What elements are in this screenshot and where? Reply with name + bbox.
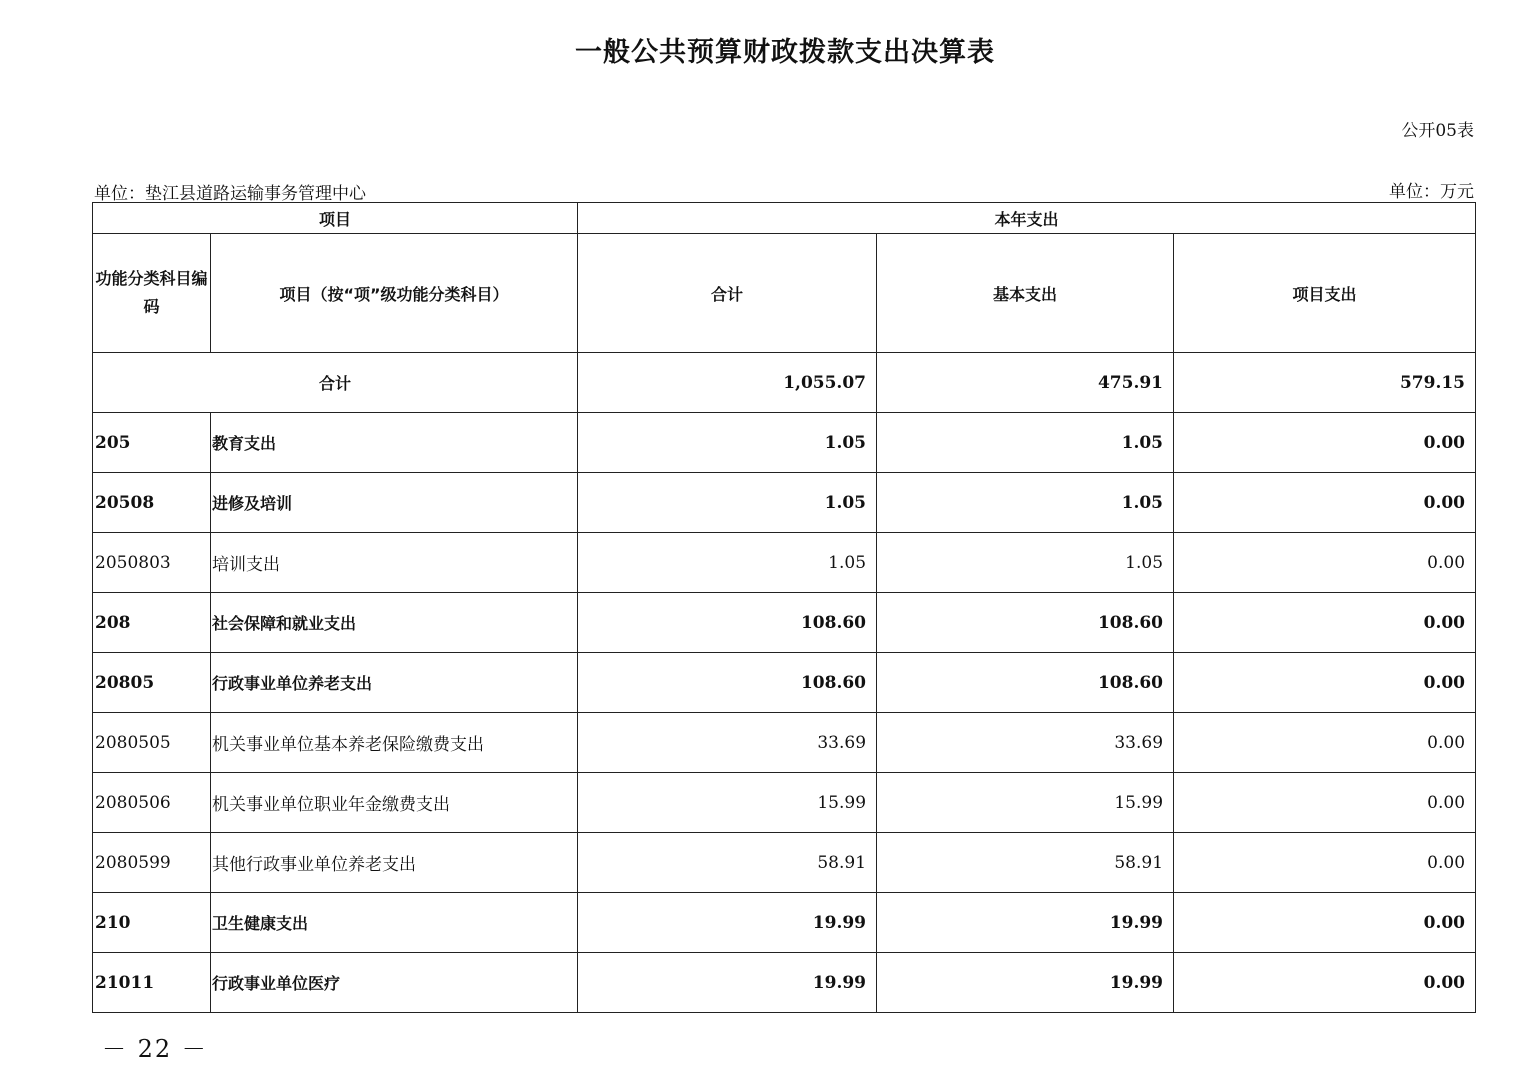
row-code: 210 (93, 893, 211, 953)
header-basic: 基本支出 (877, 234, 1174, 353)
row-project: 0.00 (1174, 953, 1476, 1013)
row-basic: 15.99 (877, 773, 1174, 833)
page-title: 一般公共预算财政拨款支出决算表 (575, 37, 995, 68)
row-name: 教育支出 (211, 413, 578, 473)
table-code: 公开05表 (1401, 121, 1474, 141)
row-code: 2080506 (93, 773, 211, 833)
row-name: 卫生健康支出 (211, 893, 578, 953)
row-basic: 1.05 (877, 473, 1174, 533)
row-total: 108.60 (578, 593, 877, 653)
row-name: 社会保障和就业支出 (211, 593, 578, 653)
row-basic: 19.99 (877, 953, 1174, 1013)
row-basic: 1.05 (877, 533, 1174, 593)
row-total: 33.69 (578, 713, 877, 773)
row-project: 0.00 (1174, 713, 1476, 773)
row-basic: 19.99 (877, 893, 1174, 953)
row-total: 58.91 (578, 833, 877, 893)
table-row (93, 473, 1476, 533)
table-row (93, 773, 1476, 833)
table-row (93, 713, 1476, 773)
row-basic: 33.69 (877, 713, 1174, 773)
row-total: 19.99 (578, 953, 877, 1013)
row-project: 0.00 (1174, 893, 1476, 953)
row-name: 进修及培训 (211, 473, 578, 533)
row-basic: 108.60 (877, 653, 1174, 713)
row-name: 行政事业单位医疗 (211, 953, 578, 1013)
header-row-top (93, 203, 1476, 234)
expenditure-table (92, 202, 1476, 1013)
row-code: 2080505 (93, 713, 211, 773)
table-row (93, 833, 1476, 893)
header-current-year-expense: 本年支出 (578, 203, 1476, 234)
total-row-project: 579.15 (1174, 353, 1476, 413)
table-row (93, 533, 1476, 593)
row-basic: 1.05 (877, 413, 1174, 473)
header-project: 项目 (93, 203, 578, 234)
row-basic: 58.91 (877, 833, 1174, 893)
header-total: 合计 (578, 234, 877, 353)
row-code: 21011 (93, 953, 211, 1013)
total-row-label: 合计 (93, 353, 578, 413)
table-row (93, 593, 1476, 653)
row-project: 0.00 (1174, 473, 1476, 533)
row-total: 19.99 (578, 893, 877, 953)
row-total: 1.05 (578, 413, 877, 473)
table-row (93, 893, 1476, 953)
unit-currency: 单位：万元 (1389, 182, 1474, 202)
row-code: 20805 (93, 653, 211, 713)
header-func-code: 功能分类科目编码 (93, 234, 211, 353)
row-project: 0.00 (1174, 533, 1476, 593)
row-code: 20508 (93, 473, 211, 533)
row-name: 机关事业单位基本养老保险缴费支出 (211, 713, 578, 773)
row-total: 1.05 (578, 533, 877, 593)
row-project: 0.00 (1174, 653, 1476, 713)
row-code: 208 (93, 593, 211, 653)
table-row (93, 653, 1476, 713)
row-name: 机关事业单位职业年金缴费支出 (211, 773, 578, 833)
row-total: 15.99 (578, 773, 877, 833)
row-basic: 108.60 (877, 593, 1174, 653)
row-name: 其他行政事业单位养老支出 (211, 833, 578, 893)
table-row (93, 413, 1476, 473)
page-number: － 22 － (102, 1035, 208, 1063)
row-code: 2080599 (93, 833, 211, 893)
total-row-basic: 475.91 (877, 353, 1174, 413)
header-project-expense: 项目支出 (1174, 234, 1476, 353)
row-code: 205 (93, 413, 211, 473)
row-total: 108.60 (578, 653, 877, 713)
row-project: 0.00 (1174, 833, 1476, 893)
unit-organization: 单位：垫江县道路运输事务管理中心 (94, 184, 366, 204)
table-row (93, 953, 1476, 1013)
row-name: 行政事业单位养老支出 (211, 653, 578, 713)
total-row-total: 1,055.07 (578, 353, 877, 413)
row-project: 0.00 (1174, 593, 1476, 653)
row-name: 培训支出 (211, 533, 578, 593)
header-item-name: 项目（按“项”级功能分类科目） (211, 234, 578, 353)
row-project: 0.00 (1174, 413, 1476, 473)
row-project: 0.00 (1174, 773, 1476, 833)
header-row-sub (93, 234, 1476, 353)
total-row (93, 353, 1476, 413)
row-total: 1.05 (578, 473, 877, 533)
row-code: 2050803 (93, 533, 211, 593)
